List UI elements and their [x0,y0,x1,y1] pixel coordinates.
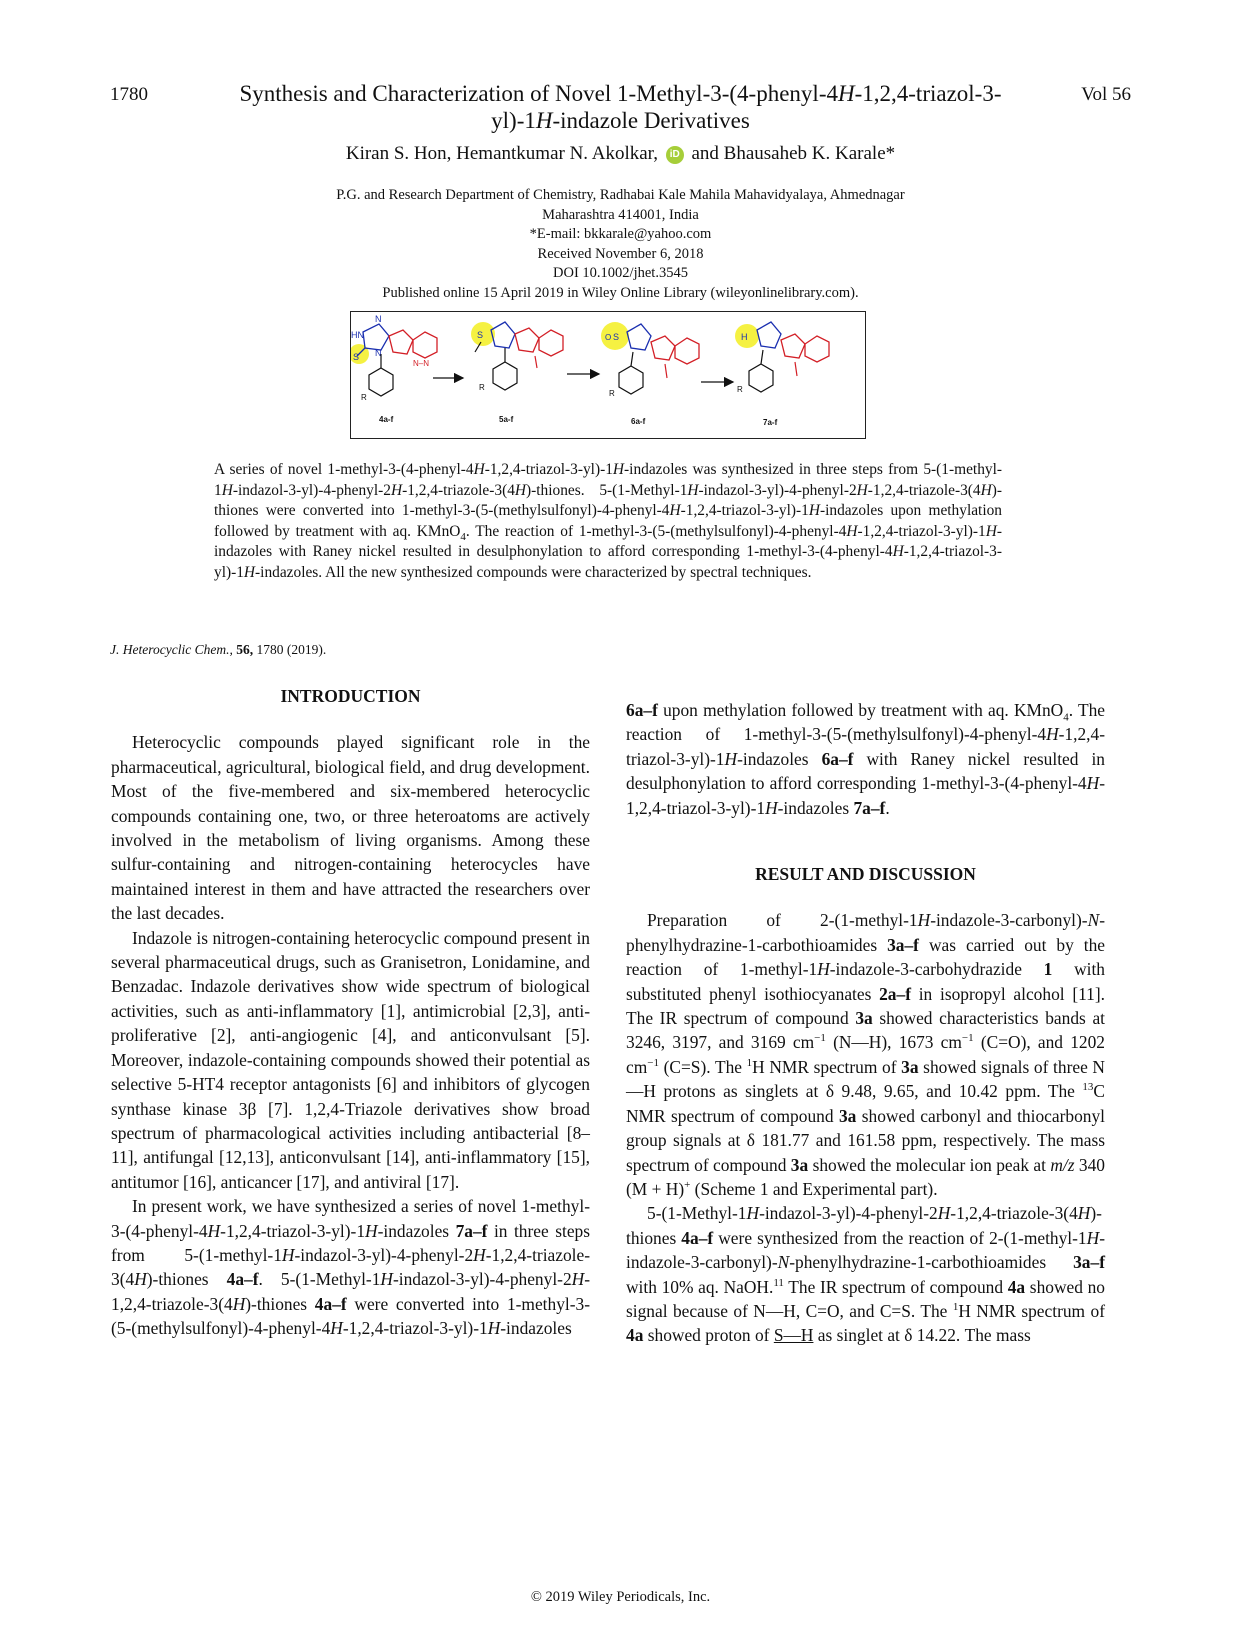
citation-journal: J. Heterocyclic Chem., [110,642,233,657]
intro-continued: 6a–f upon methylation followed by treatment with aq. KMnO$_4$. The reaction of 1-methyl-3-(5-(methylsulfonyl)-4-phenyl-4H-1,2,4-triazol-3-yl)-1H-indazoles 6a–f with Raney nickel resulted in desulphonylation to afford corresponding 1-methyl-3-(4-phenyl-4H-1,2,4-triazol-3-yl)-1H-indazoles 7a–f. [626,700,1106,818]
orcid-icon[interactable]: iD [666,146,684,164]
received-date: Received November 6, 2018 [537,245,704,262]
affiliation-line-1: P.G. and Research Department of Chemistry, Radhabai Kale Mahila Mahavidyalaya, Ahmednagar [336,187,905,203]
results-paragraph-1: Preparation of 2-(1-methyl-1H-indazole-3-carbonyl)-N-phenylhydrazine-1-carbothioamides 3a–f was carried out by the reaction of 1-methyl-1H-indazole-3-carbohydrazide 1 with substituted phenyl isothiocyanates 2a–f in isopropyl alcohol [11]. The IR spectrum of compound 3a showed characteristics bands at 3246, 3197, and 3169 $cm^{-1}$ (N—H), 1673 $cm^{-1}$ (C=O), and 1202 $cm^{-1}$ (C=S). The $^1$H NMR spectrum of 3a showed signals of three N—H protons as singlets at δ 9.48, 9.65, and 10.42 ppm. The $^{13}$C NMR spectrum of compound 3a showed carbonyl and thiocarbonyl group signals at δ 181.77 and 161.58 ppm, respectively. The mass spectrum of compound 3a showed the molecular ion peak at m/z 340 (M + H)+ (Scheme 1 and Experimental part). [626,910,1106,1199]
label-4: 4a-f [379,415,394,424]
intro-paragraph-3: In present work, we have synthesized a series of novel 1-methyl-3-(4-phenyl-4H-1,2,4-triazol-3-yl)-1H-indazoles 7a–f in three steps from 5-(1-methyl-1H-indazol-3-yl)-4-phenyl-2H-1,2,4-triazole-3(4H)-thiones 4a–f. 5-(1-Methyl-1H-indazol-3-yl)-4-phenyl-2H-1,2,4-triazole-3(4H)-thiones 4a–f were converted into 1-methyl-3-(5-(methylsulfonyl)-4-phenyl-4H-1,2,4-triazol-3-yl)-1H-indazoles [111,1196,591,1339]
atom-n2: N [375,348,382,358]
introduction-heading: INTRODUCTION [280,686,421,706]
doi-line: DOI 10.1002/jhet.3545 [553,265,688,281]
compound-7-structure [735,322,829,427]
atom-s-5: S [477,330,484,340]
compound-6-structure [601,322,699,426]
citation-volume: 56, [236,642,254,657]
substituent-r: R [361,393,367,402]
svg-text:N–N: N–N [413,359,430,368]
affiliation-line-2: Maharashtra 414001, India [542,206,699,223]
journal-citation [110,642,326,658]
svg-text:R: R [479,383,485,392]
left-column [111,686,591,1341]
label-7: 7a-f [763,418,778,427]
corresponding-email: *E-mail: bkkarale@yahoo.com [529,226,712,242]
abstract: A series of novel 1-methyl-3-(4-phenyl-4H-1,2,4-triazol-3-yl)-1H-indazoles was synthesized in three steps from 5-(1-methyl-1H-indazol-3-yl)-4-phenyl-2H-1,2,4-triazole-3(4H)-thiones. 5-(1-Methyl-1H-indazol-3-yl)-4-phenyl-2H-1,2,4-triazole-3(4H)-thiones were converted into 1-methyl-3-(5-(methylsulfonyl)-4-phenyl-4H-1,2,4-triazol-3-yl)-1H-indazoles upon methylation followed by treatment with aq. KMnO$_4$. The reaction of 1-methyl-3-(5-(methylsulfonyl)-4-phenyl-4H-1,2,4-triazol-3-yl)-1H-indazoles with Raney nickel resulted in desulphonylation to afford corresponding 1-methyl-3-(4-phenyl-4H-1,2,4-triazol-3-yl)-1H-indazoles. All the new synthesized compounds were characterized by spectral techniques. [214,461,1002,581]
svg-text:R: R [609,389,615,398]
copyright-footer: © 2019 Wiley Periodicals, Inc. [530,1589,711,1605]
graphical-abstract-scheme [350,311,866,439]
intro-paragraph-2: Indazole is nitrogen-containing heterocyclic compound present in several pharmaceutical drugs, such as Granisetron, Lonidamine, and Benzadac. Indazole derivatives show wide spectrum of biological activities, such as anti-inflammatory [1], antimicrobial [2,3], anti-proliferative [2], anti-angiogenic [4], and anticonvulsant [5]. Moreover, indazole-containing compounds showed their potential as selective 5-HT4 receptor antagonists [6] and inhibitors of glycogen synthase kinase 3β [7]. 1,2,4-Triazole derivatives show broad spectrum of pharmacological activities including antibacterial [8–11], antifungal [12,13], anticonvulsant [14], anti-inflammatory [15], antitumor [16], anticancer [17], and antiviral [17]. [111,927,590,1192]
compound-5-structure [471,322,563,424]
atom-hn: HN [351,330,364,340]
results-heading: RESULT AND DISCUSSION [755,864,976,885]
authors-first: Kiran S. Hon, Hemantkumar N. Akolkar, [345,143,658,164]
label-6: 6a-f [631,417,646,426]
intro-paragraph-1: Heterocyclic compounds played significant role in the pharmaceutical, agricultural, biological field, and drug development. Most of the five-membered and six-membered heterocyclic compounds containing one, two, or three heteroatoms are actively involved in the metabolism of living organisms. Among these sulfur-containing and nitrogen-containing heterocycles have maintained interest in them and have attracted the researchers over the last decades. [111,732,590,924]
citation-page-year: 1780 (2019). [256,642,327,657]
published-line: Published online 15 April 2019 in Wiley Online Library (wileyonlinelibrary.com). [382,284,859,301]
compound-4-structure [351,314,437,424]
atom-o-6: O [605,333,612,342]
label-5: 5a-f [499,415,514,424]
atom-n: N [375,314,382,324]
volume-label: Vol 56 [1081,84,1131,105]
results-paragraph-2: 5-(1-Methyl-1H-indazol-3-yl)-4-phenyl-2H-1,2,4-triazole-3(4H)-thiones 4a–f were synthesized from the reaction of 2-(1-methyl-1H-indazole-3-carbonyl)-N-phenylhydrazine-1-carbothioamides 3a–f with 10% aq. NaOH.$^{11}$ The IR spectrum of compound 4a showed no signal because of N—H, C=O, and C=S. The $^1$H NMR spectrum of 4a showed proton of S—H as singlet at δ 14.22. The mass [626,1203,1105,1346]
affiliation-block [230,186,1011,303]
authors-last: and Bhausaheb K. Karale* [691,143,896,164]
atom-s: S [353,352,360,362]
paper-title: Synthesis and Characterization of Novel 1-Methyl-3-(4-phenyl-4H-1,2,4-triazol-3-yl)-1H-indazole Derivatives [239,81,1002,133]
svg-text:R: R [737,385,743,394]
atom-s-6: S [613,332,620,342]
atom-h-7: H [741,332,748,342]
author-list [230,143,1011,165]
reaction-scheme-svg [351,312,865,438]
page-number: 1780 [110,84,148,105]
right-column [626,698,1105,1348]
